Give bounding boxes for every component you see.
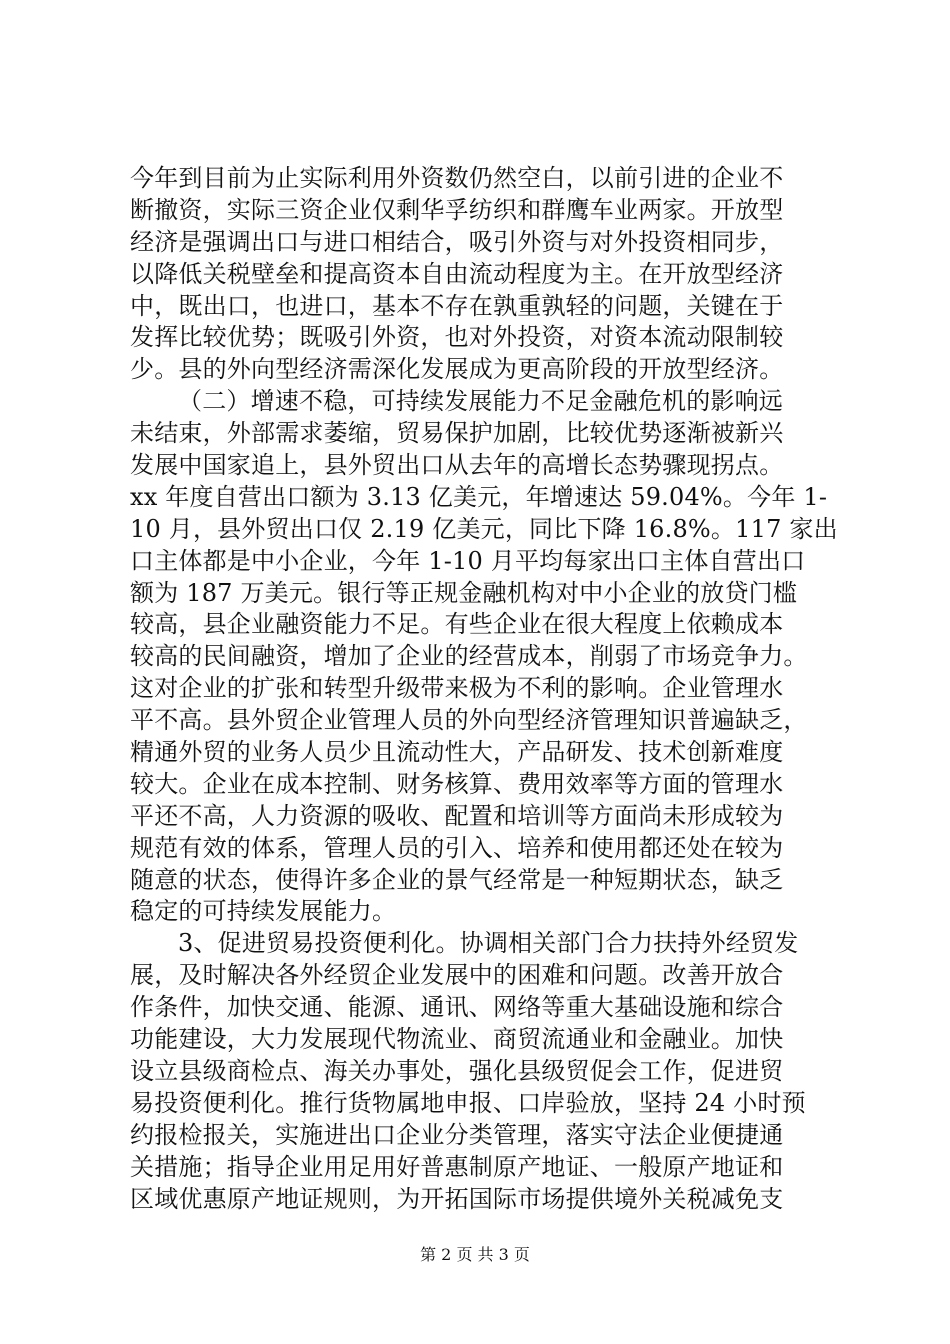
text-line: 断撤资，实际三资企业仅剩华孚纺织和群鹰车业两家。开放型 xyxy=(130,195,784,224)
body-text xyxy=(130,163,838,1215)
text-line: 经济是强调出口与进口相结合，吸引外资与对外投资相同步， xyxy=(130,227,784,256)
text-line: 约报检报关，实施进出口企业分类管理，落实守法企业便捷通 xyxy=(130,1120,784,1149)
section-heading-line: 3、促进贸易投资便利化。协调相关部门合力扶持外经贸发 xyxy=(178,929,799,958)
text-line: 较高的民间融资，增加了企业的经营成本，削弱了市场竞争力。 xyxy=(130,642,808,671)
text-line: 较大。企业在成本控制、财务核算、费用效率等方面的管理水 xyxy=(130,769,784,798)
text-line: 功能建设，大力发展现代物流业、商贸流通业和金融业。加快 xyxy=(130,1025,784,1054)
text-line: 精通外贸的业务人员少且流动性大，产品研发、技术创新难度 xyxy=(130,738,784,767)
text-line: 设立县级商检点、海关办事处，强化县级贸促会工作，促进贸 xyxy=(130,1056,784,1085)
text-line: 口主体都是中小企业，今年 1-10 月平均每家出口主体自营出口 xyxy=(130,546,806,575)
text-line: 随意的状态，使得许多企业的景气经常是一种短期状态，缺乏 xyxy=(130,865,784,894)
text-line: 今年到目前为止实际利用外资数仍然空白，以前引进的企业不 xyxy=(130,164,784,192)
text-line: xx 年度自营出口额为 3.13 亿美元，年增速达 59.04%。今年 1- xyxy=(130,482,828,511)
text-line: 区域优惠原产地证规则，为开拓国际市场提供境外关税减免支 xyxy=(130,1184,784,1213)
text-line: 展，及时解决各外经贸企业发展中的困难和问题。改善开放合 xyxy=(130,961,784,990)
text-line: 这对企业的扩张和转型升级带来极为不利的影响。企业管理水 xyxy=(130,674,784,703)
text-line: 易投资便利化。推行货物属地申报、口岸验放，坚持 24 小时预 xyxy=(130,1088,806,1117)
text-line: 额为 187 万美元。银行等正规金融机构对中小企业的放贷门槛 xyxy=(130,578,798,607)
text-line: 发展中国家追上，县外贸出口从去年的高增长态势骤现拐点。 xyxy=(130,451,784,480)
text-line: 作条件，加快交通、能源、通讯、网络等重大基础设施和综合 xyxy=(130,993,784,1022)
section-heading-line: （二）增速不稳，可持续发展能力不足金融危机的影响远 xyxy=(178,387,783,416)
text-line: 平不高。县外贸企业管理人员的外向型经济管理知识普遍缺乏， xyxy=(130,706,808,735)
page-number-footer: 第 2 页 共 3 页 xyxy=(420,1245,530,1264)
text-line: 发挥比较优势；既吸引外资，也对外投资，对资本流动限制较 xyxy=(130,323,784,352)
text-line: 未结束，外部需求萎缩，贸易保护加剧，比较优势逐渐被新兴 xyxy=(130,419,784,448)
text-line: 关措施；指导企业用足用好普惠制原产地证、一般原产地证和 xyxy=(130,1152,784,1181)
text-line: 平还不高，人力资源的吸收、配置和培训等方面尚未形成较为 xyxy=(130,801,784,830)
text-line: 以降低关税壁垒和提高资本自由流动程度为主。在开放型经济 xyxy=(130,259,784,288)
text-line: 10 月，县外贸出口仅 2.19 亿美元，同比下降 16.8%。117 家出 xyxy=(130,514,838,543)
text-line: 稳定的可持续发展能力。 xyxy=(130,897,397,926)
text-line: 少。县的外向型经济需深化发展成为更高阶段的开放型经济。 xyxy=(130,355,784,384)
text-line: 较高，县企业融资能力不足。有些企业在很大程度上依赖成本 xyxy=(130,610,784,639)
text-line: 中，既出口，也进口，基本不存在孰重孰轻的问题，关键在于 xyxy=(130,291,784,320)
text-line: 规范有效的体系，管理人员的引入、培养和使用都还处在较为 xyxy=(130,833,784,862)
